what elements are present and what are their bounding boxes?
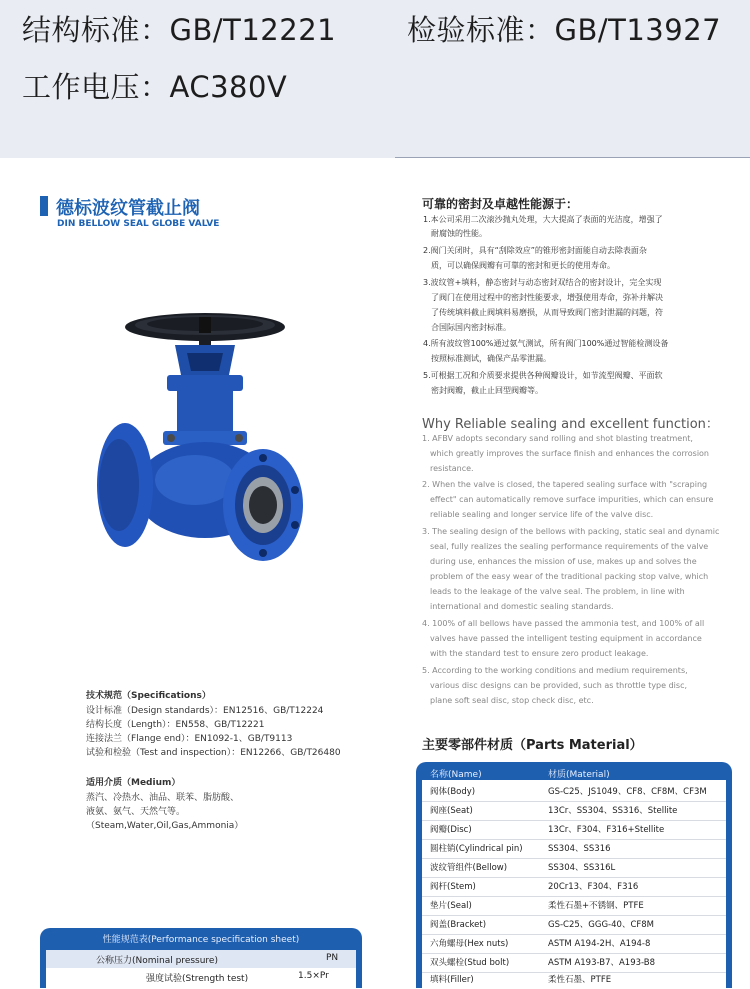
part-material: SS304、SS316 — [548, 844, 611, 854]
performance-value: PN — [326, 953, 339, 963]
table-row — [46, 950, 356, 968]
reliable-en-line: 5. According to the working conditions and medium requirements, — [422, 666, 688, 675]
part-material: GS-C25、GGG-40、CF8M — [548, 920, 655, 930]
spec-line: 结构长度（Length）：EN558、GB/T12221 — [86, 720, 265, 730]
table-row — [422, 858, 726, 878]
reliable-en-title: Why Reliable sealing and excellent function： — [422, 417, 719, 432]
part-name: 六角螺母(Hex nuts) — [430, 939, 509, 949]
structure-standard-text: 结构标准：GB/T12221 — [22, 13, 337, 47]
part-name: 阀座(Seat) — [430, 806, 473, 816]
specifications-section — [86, 688, 211, 701]
reliable-zh-line: 合国际国内密封标准。 — [431, 323, 511, 332]
spec-line: 连接法兰（Flange end）：EN1092-1、GB/T9113 — [86, 734, 293, 744]
product-title-zh: 德标波纹管截止阀 — [56, 198, 200, 219]
table-row — [422, 896, 726, 916]
part-material: ASTM A193-B7、A193-B8 — [548, 958, 656, 968]
reliable-en-line: 4. 100% of all bellows have passed the ammonia test, and 100% of all — [422, 619, 705, 628]
part-material: 13Cr、F304、F316+Stellite — [548, 825, 665, 835]
performance-label: 公称压力(Nominal pressure) — [96, 956, 218, 966]
part-name: 阀盖(Bracket) — [430, 920, 487, 930]
performance-value: 1.5×Pr — [298, 971, 329, 981]
reliable-zh-line: 密封阀瓣，截止止回型阀瓣等。 — [431, 386, 543, 395]
reliable-zh-line: 5.可根据工况和介质要求提供各种阀瓣设计，如节流型阀瓣、平面软 — [423, 371, 663, 380]
reliable-en-line: valves have passed the intelligent testing equipment in accordance — [430, 634, 702, 643]
reliable-en-line: various disc designs can be provided, such as throttle type disc, — [430, 681, 688, 690]
reliable-en-line: reliable sealing and longer service life of the valve disc. — [430, 510, 654, 519]
spec-line: 设计标准（Design standards）：EN12516、GB/T12224 — [86, 706, 324, 716]
reliable-en-line: during use, enhances the mission of use, makes up and solves the — [430, 557, 697, 566]
medium-line: 液氨、氨气、天然气等。 — [86, 807, 186, 817]
reliable-zh-line: 了传统填料截止阀填料易磨损，从而导致阀门密封泄漏的问题，符 — [431, 308, 663, 317]
part-material: ASTM A194-2H、A194-8 — [548, 939, 651, 949]
part-material: 13Cr、SS304、SS316、Stellite — [548, 806, 678, 816]
reliable-en-line: 1. AFBV adopts secondary sand rolling and shot blasting treatment, — [422, 434, 693, 443]
parts-header-material: 材质(Material) — [548, 770, 610, 780]
table-row — [422, 839, 726, 859]
performance-label: 强度试验(Strength test) — [146, 974, 249, 984]
table-row — [422, 877, 726, 897]
part-material: SS304、SS316L — [548, 863, 616, 873]
table-row — [422, 782, 726, 802]
medium-line: （Steam,Water,Oil,Gas,Ammonia） — [86, 821, 244, 831]
part-name: 垫片(Seal) — [430, 901, 472, 911]
reliable-en-line: effect" can automatically remove surface impurities, which can ensure — [430, 495, 714, 504]
parts-header-name: 名称(Name) — [430, 770, 482, 780]
reliable-zh-title: 可靠的密封及卓越性能源于： — [422, 197, 579, 211]
reliable-en-line: resistance. — [430, 464, 474, 473]
part-material: 柔性石墨+不锈钢、PTFE — [548, 901, 644, 911]
parts-material-title: 主要零部件材质（Parts Material） — [422, 738, 643, 753]
title-accent-bar — [40, 196, 48, 216]
reliable-en-line: with the standard test to ensure zero product leakage. — [430, 649, 649, 658]
part-name: 阀体(Body) — [430, 787, 476, 797]
reliable-en-line: problem of the easy wear of the traditional packing stop valve, which — [430, 572, 709, 581]
header-divider — [395, 157, 750, 158]
part-material: 20Cr13、F304、F316 — [548, 882, 639, 892]
part-name: 阀瓣(Disc) — [430, 825, 472, 835]
reliable-zh-line: 3.波纹管+填料，静态密封与动态密封双结合的密封设计，完全实现 — [423, 278, 662, 287]
part-name: 圆柱销(Cylindrical pin) — [430, 844, 523, 854]
reliable-en-line: plane soft seal disc, stop check disc, etc. — [430, 696, 594, 705]
reliable-en-line: leads to the leakage of the valve seal. The problem, in line with — [430, 587, 685, 596]
working-voltage-text: 工作电压：AC380V — [22, 70, 288, 104]
table-row — [422, 915, 726, 935]
reliable-zh-line: 2.阀门关闭时，具有“刮除效应”的锥形密封面能自动去除表面杂 — [423, 246, 647, 255]
medium-heading: 适用介质（Medium） — [86, 778, 181, 788]
part-material: GS-C25、JS1049、CF8、CF8M、CF3M — [548, 787, 707, 797]
part-name: 双头螺栓(Stud bolt) — [430, 958, 510, 968]
reliable-zh-line: 4.所有波纹管100%通过氨气测试，所有阀门100%通过智能检测设备 — [423, 339, 669, 348]
table-row — [422, 970, 726, 989]
part-name: 波纹管组件(Bellow) — [430, 863, 508, 873]
spec-line: 试验和检验（Test and inspection）：EN12266、GB/T26480 — [86, 748, 341, 758]
reliable-en-line: seal, fully realizes the sealing performance requirements of the valve — [430, 542, 709, 551]
specifications-heading: 技术规范（Specifications） — [86, 691, 211, 701]
reliable-en-line: 2. When the valve is closed, the tapered sealing surface with "scraping — [422, 480, 708, 489]
reliable-zh-line: 了阀门在使用过程中的密封性能要求，增强使用寿命，弥补并解决 — [431, 293, 663, 302]
part-material: 柔性石墨、PTFE — [548, 975, 612, 985]
medium-line: 蒸汽、冷热水、油品、联苯、脂肪酸、 — [86, 793, 240, 803]
table-row — [422, 934, 726, 954]
reliable-en-line: which greatly improves the surface finish and enhances the corrosion — [430, 449, 709, 458]
reliable-zh-line: 质，可以确保阀瓣有可靠的密封和更长的使用寿命。 — [431, 261, 615, 270]
part-name: 填料(Filler) — [430, 975, 474, 985]
reliable-zh-line: 耐腐蚀的性能。 — [431, 229, 487, 238]
reliable-en-line: 3. The sealing design of the bellows with packing, static seal and dynamic — [422, 527, 720, 536]
inspection-standard-text: 检验标准：GB/T13927 — [407, 13, 722, 47]
reliable-zh-line: 1.本公司采用二次滚沙抛丸处理，大大提高了表面的光洁度，增强了 — [423, 215, 663, 224]
reliable-zh-line: 按照标准测试，确保产品零泄漏。 — [431, 354, 551, 363]
product-title-en: DIN BELLOW SEAL GLOBE VALVE — [57, 219, 220, 229]
table-row — [422, 820, 726, 840]
table-row — [422, 801, 726, 821]
reliable-en-line: international and domestic sealing standards. — [430, 602, 614, 611]
part-name: 阀杆(Stem) — [430, 882, 476, 892]
table-row — [46, 968, 356, 988]
performance-table-title: 性能规范表(Performance specification sheet) — [102, 935, 300, 945]
globe-valve-illustration — [95, 305, 310, 570]
